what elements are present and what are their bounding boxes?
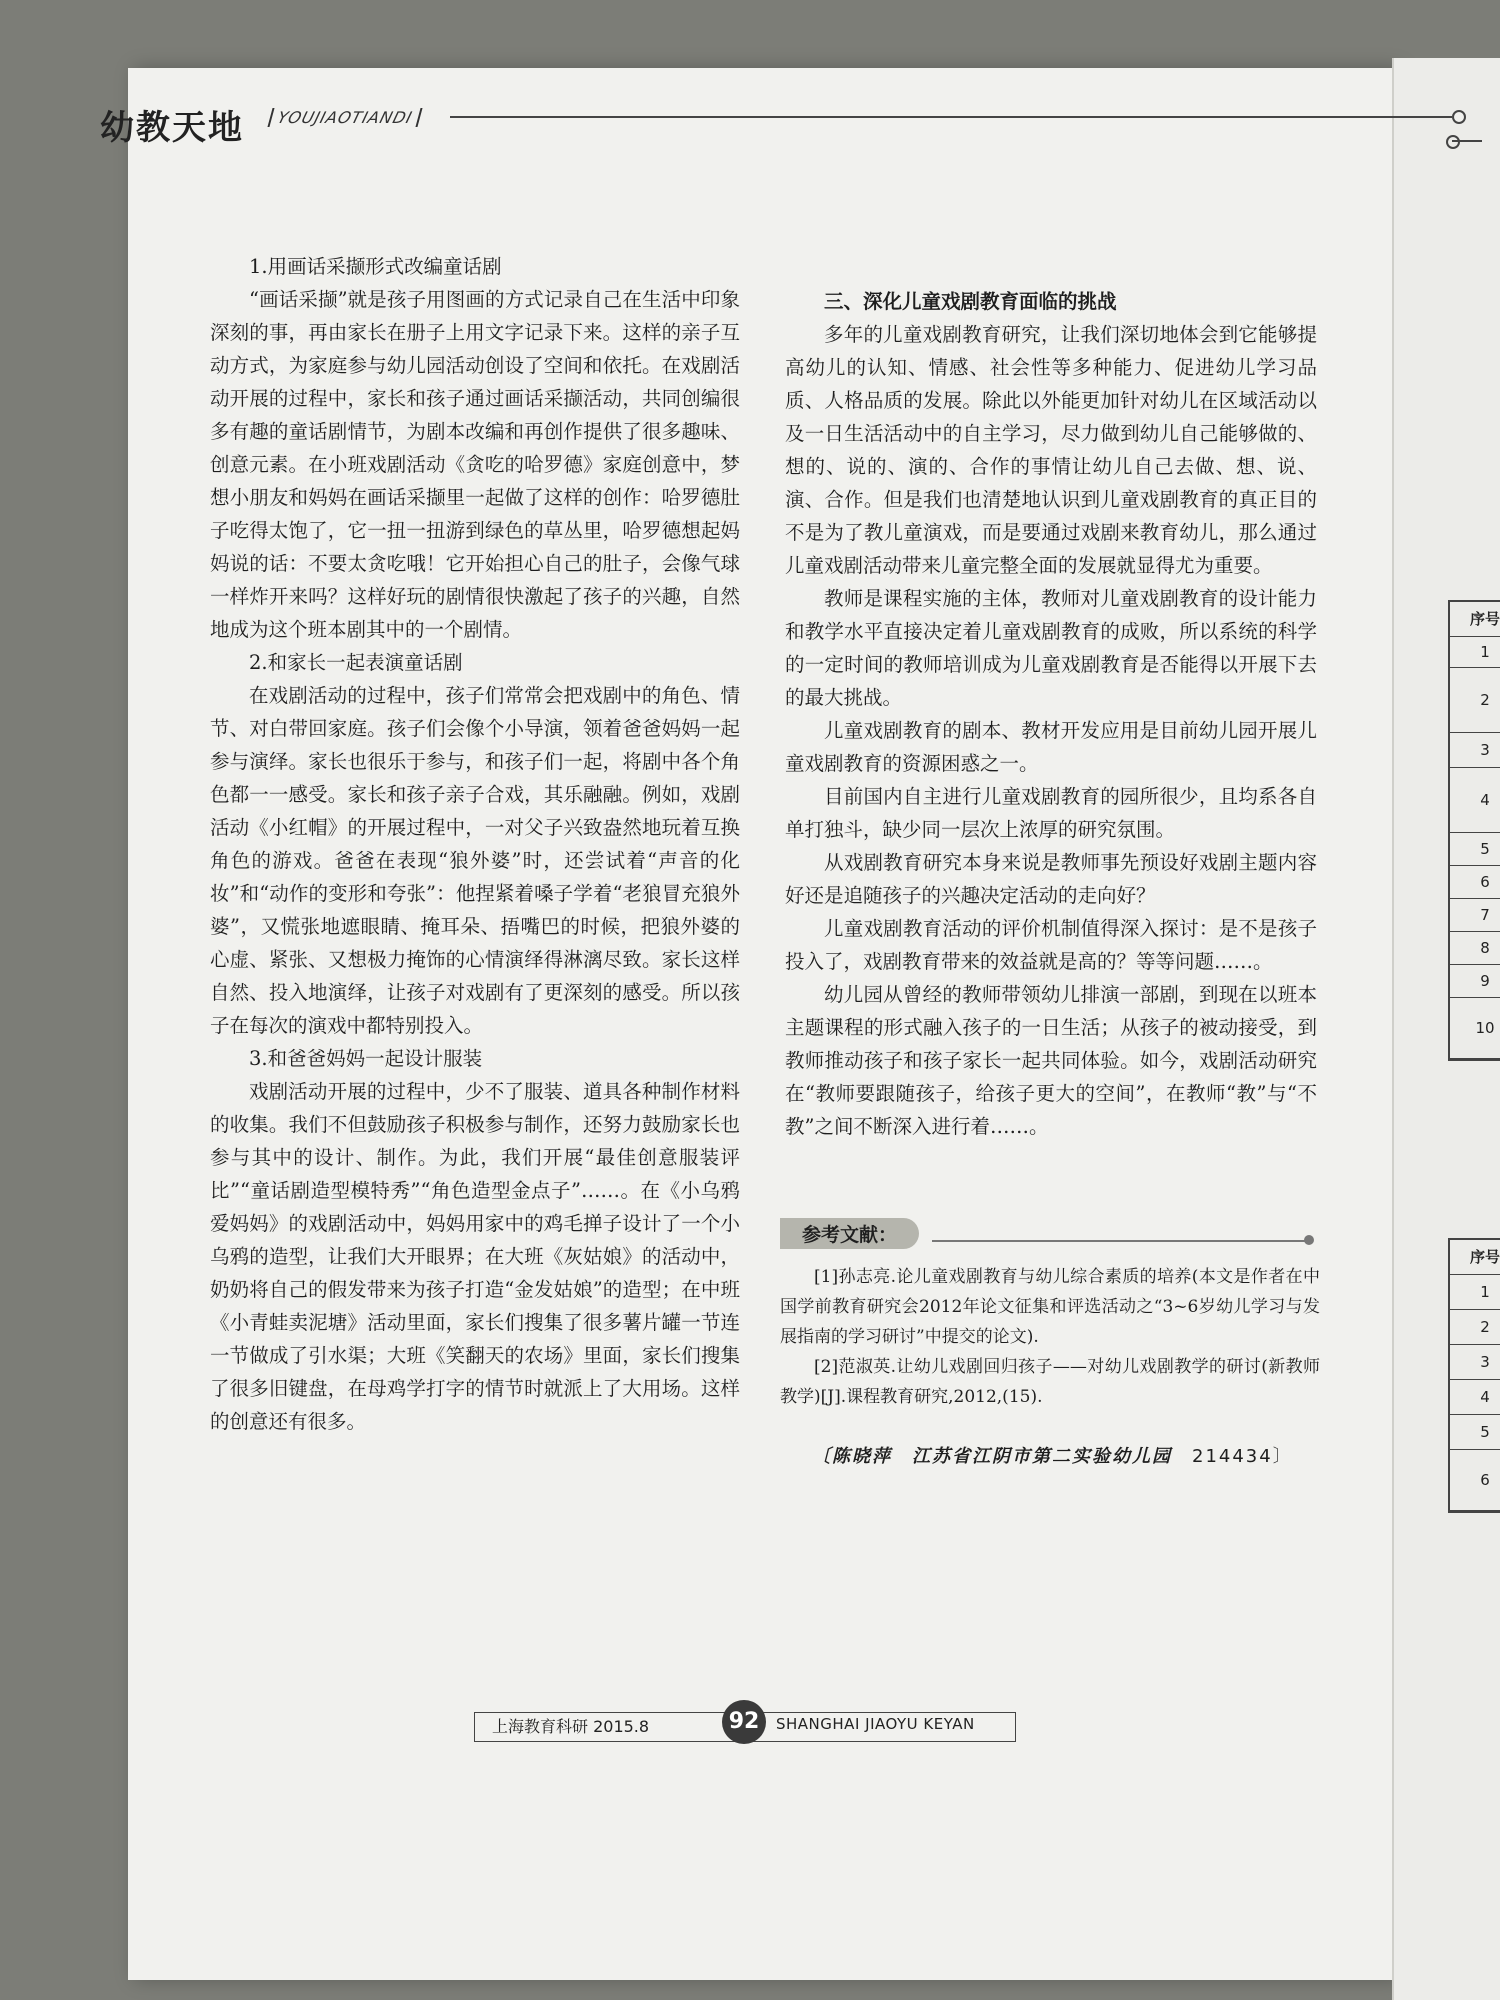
- reference-item: [2]范淑英.让幼儿戏剧回归孩子——对幼儿戏剧教学的研讨(新教师教学)[J].课程教育研究,2012,(15).: [780, 1357, 1320, 1407]
- section-title: 幼教天地: [100, 108, 244, 148]
- subheading-2: 2.和家长一起表演童话剧: [249, 651, 463, 674]
- page-header: [100, 100, 1330, 160]
- references-label: 参考文献：: [780, 1218, 919, 1249]
- table-row: 4: [1450, 768, 1500, 833]
- table-header: 序号: [1450, 602, 1500, 637]
- header-rule: [450, 116, 1452, 118]
- table-row: 5: [1450, 1415, 1500, 1450]
- table-row: 3: [1450, 733, 1500, 768]
- page-number: 92: [722, 1700, 766, 1744]
- postal-code: 214434〕: [1192, 1446, 1293, 1467]
- references-list: [780, 1262, 1320, 1412]
- author-name: 〔陈晓萍 江苏省江阴市第二实验幼儿园: [812, 1446, 1172, 1467]
- section-subtitle: YOUJIAOTIANDI: [267, 108, 422, 127]
- right-paragraph-7: 幼儿园从曾经的教师带领幼儿排演一部剧，到现在以班本主题课程的形式融入孩子的一日生活；从孩子的被动接受，到教师推动孩子和孩子家长一起共同体验。如今，戏剧活动研究在“教师要跟随孩子，给孩子更大的空间”，在教师“教”与“不教”之间不断深入进行着……。: [785, 983, 1317, 1138]
- right-paragraph-5: 从戏剧教育研究本身来说是教师事先预设好戏剧主题内容好还是追随孩子的兴趣决定活动的走向好？: [785, 851, 1317, 907]
- next-page-table-2: [1448, 1238, 1500, 1513]
- next-page-header-dot: [1446, 135, 1460, 149]
- table-row: 9: [1450, 965, 1500, 998]
- page-footer: [474, 1700, 1014, 1744]
- right-column: [785, 285, 1317, 1143]
- right-paragraph-1: 多年的儿童戏剧教育研究，让我们深切地体会到它能够提高幼儿的认知、情感、社会性等多种能力、促进幼儿学习品质、人格品质的发展。除此以外能更加针对幼儿在区域活动以及一日生活活动中的自主学习，尽力做到幼儿自己能够做的、想的、说的、演的、合作的事情让幼儿自己去做、想、说、演、合作。但是我们也清楚地认识到儿童戏剧教育的真正目的不是为了教儿童演戏，而是要通过戏剧来教育幼儿，那么通过儿童戏剧活动带来儿童完整全面的发展就显得尤为重要。: [785, 323, 1317, 577]
- journal-name: SHANGHAI JIAOYU KEYAN: [776, 1715, 975, 1733]
- table-row: 5: [1450, 833, 1500, 866]
- table-row: 10: [1450, 998, 1500, 1059]
- paragraph-1: “画话采撷”就是孩子用图画的方式记录自己在生活中印象深刻的事，再由家长在册子上用文字记录下来。这样的亲子互动方式，为家庭参与幼儿园活动创设了空间和依托。在戏剧活动开展的过程中，家长和孩子通过画话采撷活动，共同创编很多有趣的童话剧情节，为剧本改编和再创作提供了很多趣味、创意元素。在小班戏剧活动《贪吃的哈罗德》家庭创意中，梦想小朋友和妈妈在画话采撷里一起做了这样的创作：哈罗德肚子吃得太饱了，它一扭一扭游到绿色的草丛里，哈罗德想起妈妈说的话：不要太贪吃哦！它开始担心自己的肚子，会像气球一样炸开来吗？这样好玩的剧情很快激起了孩子的兴趣，自然地成为这个班本剧其中的一个剧情。: [210, 288, 740, 641]
- table-row: 3: [1450, 1345, 1500, 1380]
- next-page-table-1: [1448, 600, 1500, 1061]
- table-row: 6: [1450, 866, 1500, 899]
- subheading-1: 1.用画话采撷形式改编童话剧: [249, 255, 502, 278]
- references-rule: [932, 1240, 1310, 1242]
- subheading-3: 3.和爸爸妈妈一起设计服装: [249, 1047, 483, 1070]
- table-row: 2: [1450, 668, 1500, 733]
- right-paragraph-4: 目前国内自主进行儿童戏剧教育的园所很少，且均系各自单打独斗，缺少同一层次上浓厚的研究氛围。: [785, 785, 1317, 841]
- table-row: 6: [1450, 1450, 1500, 1511]
- table-row: 4: [1450, 1380, 1500, 1415]
- left-column: [210, 250, 740, 1438]
- references-header: [780, 1218, 1320, 1258]
- reference-item: [1]孙志亮.论儿童戏剧教育与幼儿综合素质的培养(本文是作者在中国学前教育研究会2012年论文征集和评选活动之“3~6岁幼儿学习与发展指南的学习研讨”中提交的论文).: [780, 1267, 1320, 1347]
- table-row: 1: [1450, 1275, 1500, 1310]
- table-header: 序号: [1450, 1240, 1500, 1275]
- table-row: 2: [1450, 1310, 1500, 1345]
- table-row: 7: [1450, 899, 1500, 932]
- paragraph-2: 在戏剧活动的过程中，孩子们常常会把戏剧中的角色、情节、对白带回家庭。孩子们会像个小导演，领着爸爸妈妈一起参与演绎。家长也很乐于参与，和孩子们一起，将剧中各个角色都一一感受。家长和孩子亲子合戏，其乐融融。例如，戏剧活动《小红帽》的开展过程中，一对父子兴致盎然地玩着互换角色的游戏。爸爸在表现“狼外婆”时，还尝试着“声音的化妆”和“动作的变形和夸张”：他捏紧着嗓子学着“老狼冒充狼外婆”，又慌张地遮眼睛、掩耳朵、捂嘴巴的时候，把狼外婆的心虚、紧张、又想极力掩饰的心情演绎得淋漓尽致。家长这样自然、投入地演绎，让孩子对戏剧有了更深刻的感受。所以孩子在每次的演戏中都特别投入。: [210, 684, 740, 1037]
- paragraph-3: 戏剧活动开展的过程中，少不了服装、道具各种制作材料的收集。我们不但鼓励孩子积极参与制作，还努力鼓励家长也参与其中的设计、制作。为此，我们开展“最佳创意服装评比”“童话剧造型模特秀”“角色造型金点子”……。在《小乌鸦爱妈妈》的戏剧活动中，妈妈用家中的鸡毛掸子设计了一个小乌鸦的造型，让我们大开眼界；在大班《灰姑娘》的活动中，奶奶将自己的假发带来为孩子打造“金发姑娘”的造型；在中班《小青蛙卖泥塘》活动里面，家长们搜集了很多薯片罐一节连一节做成了引水渠；大班《笑翻天的农场》里面，家长们搜集了很多旧键盘，在母鸡学打字的情节时就派上了大用场。这样的创意还有很多。: [210, 1080, 740, 1433]
- right-paragraph-6: 儿童戏剧教育活动的评价机制值得深入探讨：是不是孩子投入了，戏剧教育带来的效益就是高的？等等问题……。: [785, 917, 1317, 973]
- table-row: 1: [1450, 637, 1500, 668]
- table-row: 8: [1450, 932, 1500, 965]
- header-rule-dot: [1452, 110, 1466, 124]
- author-line: [812, 1442, 1293, 1468]
- right-paragraph-3: 儿童戏剧教育的剧本、教材开发应用是目前幼儿园开展儿童戏剧教育的资源困惑之一。: [785, 719, 1317, 775]
- section-heading: 三、深化儿童戏剧教育面临的挑战: [824, 290, 1117, 313]
- right-paragraph-2: 教师是课程实施的主体，教师对儿童戏剧教育的设计能力和教学水平直接决定着儿童戏剧教育的成败，所以系统的科学的一定时间的教师培训成为儿童戏剧教育是否能得以开展下去的最大挑战。: [785, 587, 1317, 709]
- journal-issue: 上海教育科研 2015.8: [492, 1717, 650, 1736]
- references-rule-dot: [1304, 1235, 1314, 1245]
